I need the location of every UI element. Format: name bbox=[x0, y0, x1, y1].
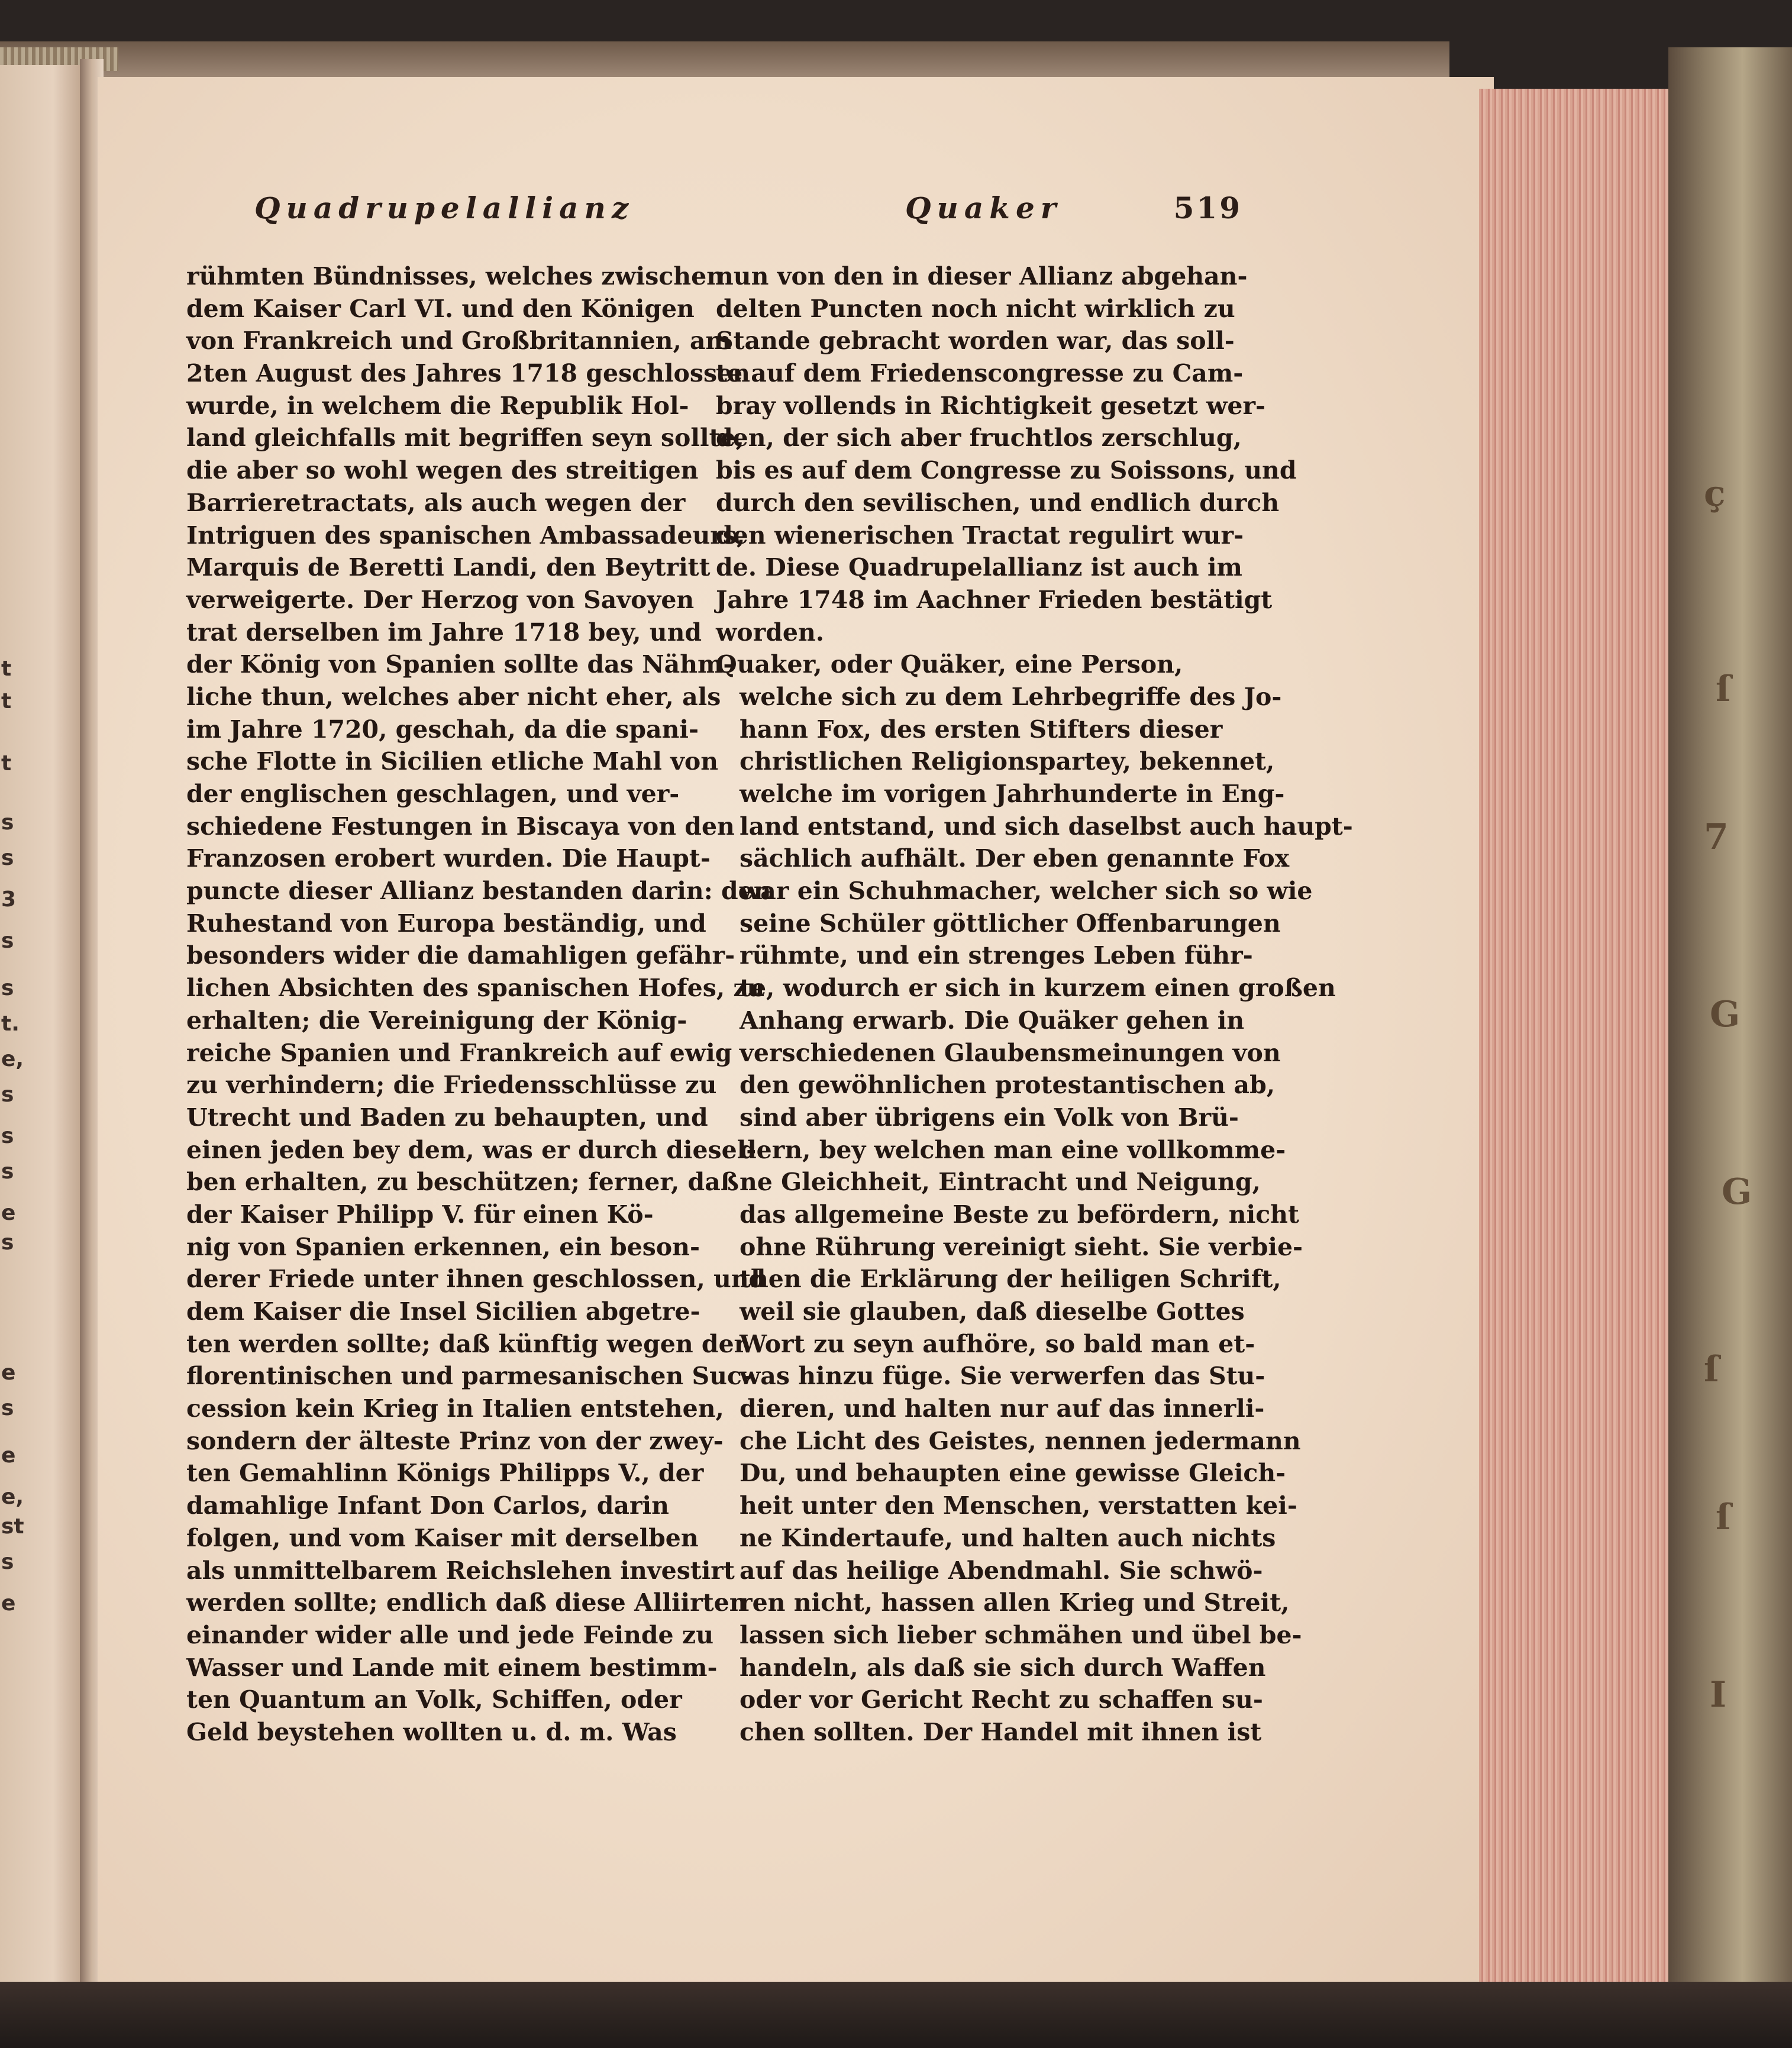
text-line: de. Diese Quadrupelallianz ist auch im bbox=[716, 553, 1242, 582]
text-line: Wasser und Lande mit einem bestimm- bbox=[186, 1653, 718, 1682]
page-number: 519 bbox=[1173, 190, 1242, 225]
text-line: rühmten Bündnisses, welches zwischen bbox=[186, 262, 724, 290]
left-mark: s bbox=[1, 846, 14, 870]
text-line: Franzosen erobert wurden. Die Haupt- bbox=[186, 844, 711, 873]
text-line: zu verhindern; die Friedensschlüsse zu bbox=[186, 1071, 717, 1100]
text-line: den gewöhnlichen protestantischen ab, bbox=[740, 1071, 1276, 1100]
right-text-column bbox=[716, 260, 1353, 1749]
text-line: bis es auf dem Congresse zu Soissons, und bbox=[716, 456, 1297, 485]
text-line: lichen Absichten des spanischen Hofes, zu bbox=[186, 974, 765, 1003]
left-mark: e, bbox=[1, 1485, 24, 1509]
text-line: ten Gemahlinn Königs Philipps V., der bbox=[186, 1459, 704, 1488]
text-line: besonders wider die damahligen gefähr- bbox=[186, 941, 735, 970]
left-mark: e bbox=[1, 1361, 16, 1385]
text-line: Ruhestand von Europa beständig, und bbox=[186, 909, 706, 938]
text-line: oder vor Gericht Recht zu schaffen su- bbox=[740, 1685, 1263, 1714]
text-line: welche im vorigen Jahrhunderte in Eng- bbox=[740, 780, 1285, 808]
text-line: lassen sich lieber schmähen und übel be- bbox=[740, 1620, 1302, 1649]
text-line: rühmte, und ein strenges Leben führ- bbox=[740, 941, 1253, 970]
text-line: ten werden sollte; daß künftig wegen der bbox=[186, 1329, 747, 1358]
text-line: sind aber übrigens ein Volk von Brü- bbox=[740, 1103, 1239, 1132]
text-line: puncte dieser Allianz bestanden darin: den bbox=[186, 877, 771, 906]
text-line: wurde, in welchem die Republik Hol- bbox=[186, 391, 689, 420]
text-line: florentinischen und parmesanischen Suc- bbox=[186, 1362, 752, 1391]
text-line: heit unter den Menschen, verstatten kei- bbox=[740, 1491, 1297, 1520]
text-line: then die Erklärung der heiligen Schrift, bbox=[740, 1265, 1281, 1294]
text-line: sche Flotte in Sicilien etliche Mahl von bbox=[186, 747, 719, 776]
text-line: ben erhalten, zu beschützen; ferner, daß bbox=[186, 1168, 739, 1197]
text-line: sächlich aufhält. Der eben genannte Fox bbox=[740, 844, 1290, 873]
page-fore-edge bbox=[1479, 89, 1674, 1982]
cover-mark: G bbox=[1722, 1171, 1752, 1213]
left-mark: t. bbox=[1, 1012, 20, 1036]
left-mark: e bbox=[1, 1591, 16, 1616]
left-mark: e, bbox=[1, 1047, 24, 1071]
text-line: bray vollends in Richtigkeit gesetzt wer- bbox=[716, 391, 1266, 420]
left-mark: st bbox=[1, 1514, 24, 1539]
cover-mark: ſ bbox=[1704, 1349, 1719, 1390]
left-mark: e bbox=[1, 1443, 16, 1468]
text-line: Utrecht und Baden zu behaupten, und bbox=[186, 1103, 708, 1132]
text-line: den wienerischen Tractat regulirt wur- bbox=[716, 521, 1244, 550]
text-line: werden sollte; endlich daß diese Alliirten bbox=[186, 1588, 747, 1617]
left-mark: s bbox=[1, 929, 14, 953]
text-line: den, der sich aber fruchtlos zerschlug, bbox=[716, 424, 1242, 453]
cover-mark: ſ bbox=[1716, 668, 1731, 710]
text-line: weil sie glauben, daß dieselbe Gottes bbox=[740, 1297, 1245, 1326]
text-line: 2ten August des Jahres 1718 geschlossen bbox=[186, 359, 750, 388]
left-mark: t bbox=[1, 657, 12, 681]
cover-mark: ç bbox=[1704, 473, 1726, 515]
text-line: Du, und behaupten eine gewisse Gleich- bbox=[740, 1459, 1286, 1488]
left-mark: t bbox=[1, 689, 12, 713]
text-line: sondern der älteste Prinz von der zwey- bbox=[186, 1426, 724, 1455]
text-line: ten Quantum an Volk, Schiffen, oder bbox=[186, 1685, 682, 1714]
left-mark: s bbox=[1, 976, 14, 1000]
text-line: che Licht des Geistes, nennen jedermann bbox=[740, 1426, 1301, 1455]
left-page-edge bbox=[0, 65, 89, 1988]
left-page-margin-text bbox=[0, 657, 24, 1840]
left-mark: 3 bbox=[1, 887, 17, 912]
text-line: der Kaiser Philipp V. für einen Kö- bbox=[186, 1200, 654, 1229]
left-mark: e bbox=[1, 1201, 16, 1225]
cover-mark: I bbox=[1710, 1674, 1727, 1716]
text-line: hann Fox, des ersten Stifters dieser bbox=[740, 715, 1223, 744]
text-line: einander wider alle und jede Feinde zu bbox=[186, 1620, 714, 1649]
text-line: war ein Schuhmacher, welcher sich so wie bbox=[740, 877, 1313, 906]
text-line: ren nicht, hassen allen Krieg und Streit, bbox=[740, 1588, 1290, 1617]
text-line: christlichen Religionspartey, bekennet, bbox=[740, 747, 1275, 776]
left-mark: s bbox=[1, 810, 14, 835]
text-line: auf das heilige Abendmahl. Sie schwö- bbox=[740, 1556, 1263, 1585]
text-line: verschiedenen Glaubensmeinungen von bbox=[740, 1038, 1281, 1067]
book-bottom-edge bbox=[0, 1982, 1792, 2048]
text-line: cession kein Krieg in Italien entstehen, bbox=[186, 1394, 724, 1423]
left-mark: s bbox=[1, 1083, 14, 1107]
text-line: verweigerte. Der Herzog von Savoyen bbox=[186, 585, 695, 614]
text-line: im Jahre 1720, geschah, da die spani- bbox=[186, 715, 699, 744]
text-line: nig von Spanien erkennen, ein beson- bbox=[186, 1232, 700, 1261]
text-line: Barrieretractats, als auch wegen der bbox=[186, 488, 686, 517]
text-line: ohne Rührung vereinigt sieht. Sie verbie- bbox=[740, 1232, 1303, 1261]
header-right-keyword: Quaker bbox=[905, 190, 1063, 225]
text-line: nun von den in dieser Allianz abgehan- bbox=[716, 262, 1248, 290]
text-line: als unmittelbarem Reichslehen investirt bbox=[186, 1556, 735, 1585]
running-header bbox=[254, 190, 1242, 238]
text-line: dem Kaiser die Insel Sicilien abgetre- bbox=[186, 1297, 700, 1326]
text-line: Intriguen des spanischen Ambassadeurs, bbox=[186, 521, 745, 550]
text-line: handeln, als daß sie sich durch Waffen bbox=[740, 1653, 1266, 1682]
text-line: derer Friede unter ihnen geschlossen, und bbox=[186, 1265, 766, 1294]
text-line: damahlige Infant Don Carlos, darin bbox=[186, 1491, 669, 1520]
text-line: trat derselben im Jahre 1718 bey, und bbox=[186, 618, 702, 647]
text-line: die aber so wohl wegen des streitigen bbox=[186, 456, 699, 485]
text-line: von Frankreich und Großbritannien, am bbox=[186, 327, 731, 356]
text-line: seine Schüler göttlicher Offenbarungen bbox=[740, 909, 1281, 938]
text-line: erhalten; die Vereinigung der König- bbox=[186, 1006, 687, 1035]
text-line: te, wodurch er sich in kurzem einen großen bbox=[740, 974, 1336, 1003]
text-line: delten Puncten noch nicht wirklich zu bbox=[716, 294, 1235, 323]
cover-mark: ſ bbox=[1716, 1497, 1731, 1538]
text-line: reiche Spanien und Frankreich auf ewig bbox=[186, 1038, 732, 1067]
text-line: Anhang erwarb. Die Quäker gehen in bbox=[740, 1006, 1245, 1035]
text-line: folgen, und vom Kaiser mit derselben bbox=[186, 1523, 699, 1552]
left-mark: s bbox=[1, 1230, 14, 1255]
text-line: durch den sevilischen, und endlich durch bbox=[716, 488, 1280, 517]
text-line: dieren, und halten nur auf das innerli- bbox=[740, 1394, 1265, 1423]
text-line: te auf dem Friedenscongresse zu Cam- bbox=[716, 359, 1244, 388]
text-line: einen jeden bey dem, was er durch diesel- bbox=[186, 1135, 757, 1164]
left-mark: s bbox=[1, 1124, 14, 1148]
text-line: worden. bbox=[716, 618, 825, 647]
cover-mark: 7 bbox=[1704, 816, 1729, 858]
text-line: ne Kindertaufe, und halten auch nichts bbox=[740, 1523, 1276, 1552]
left-mark: s bbox=[1, 1159, 14, 1184]
text-line: land gleichfalls mit begriffen seyn sollte, bbox=[186, 424, 744, 453]
text-line: der König von Spanien sollte das Nähm- bbox=[186, 650, 734, 679]
text-line: das allgemeine Beste zu befördern, nicht bbox=[740, 1200, 1299, 1229]
left-mark: t bbox=[1, 751, 12, 776]
left-mark: s bbox=[1, 1550, 14, 1574]
text-line: Stande gebracht worden war, das soll- bbox=[716, 327, 1235, 356]
text-line: Geld beystehen wollten u. d. m. Was bbox=[186, 1717, 677, 1746]
text-line: liche thun, welches aber nicht eher, als bbox=[186, 682, 721, 711]
text-line: schiedene Festungen in Biscaya von den bbox=[186, 812, 735, 841]
text-line: Quaker, oder Quäker, eine Person, bbox=[716, 650, 1183, 679]
text-line: Jahre 1748 im Aachner Frieden bestätigt bbox=[716, 585, 1273, 614]
text-line: der englischen geschlagen, und ver- bbox=[186, 780, 680, 808]
text-line: dem Kaiser Carl VI. und den Königen bbox=[186, 294, 695, 323]
text-line: ne Gleichheit, Eintracht und Neigung, bbox=[740, 1168, 1261, 1197]
book-cover-edge bbox=[1668, 47, 1792, 2048]
text-line: land entstand, und sich daselbst auch haupt- bbox=[740, 812, 1353, 841]
header-left-keyword: Quadrupelallianz bbox=[254, 190, 635, 225]
cover-mark: G bbox=[1710, 994, 1741, 1035]
text-line: chen sollten. Der Handel mit ihnen ist bbox=[740, 1717, 1262, 1746]
left-mark: s bbox=[1, 1396, 14, 1420]
text-line: Marquis de Beretti Landi, den Beytritt bbox=[186, 553, 711, 582]
text-line: dern, bey welchen man eine vollkomme- bbox=[740, 1135, 1286, 1164]
text-line: was hinzu füge. Sie verwerfen das Stu- bbox=[740, 1362, 1265, 1391]
text-line: welche sich zu dem Lehrbegriffe des Jo- bbox=[740, 682, 1282, 711]
text-line: Wort zu seyn aufhöre, so bald man et- bbox=[740, 1329, 1255, 1358]
